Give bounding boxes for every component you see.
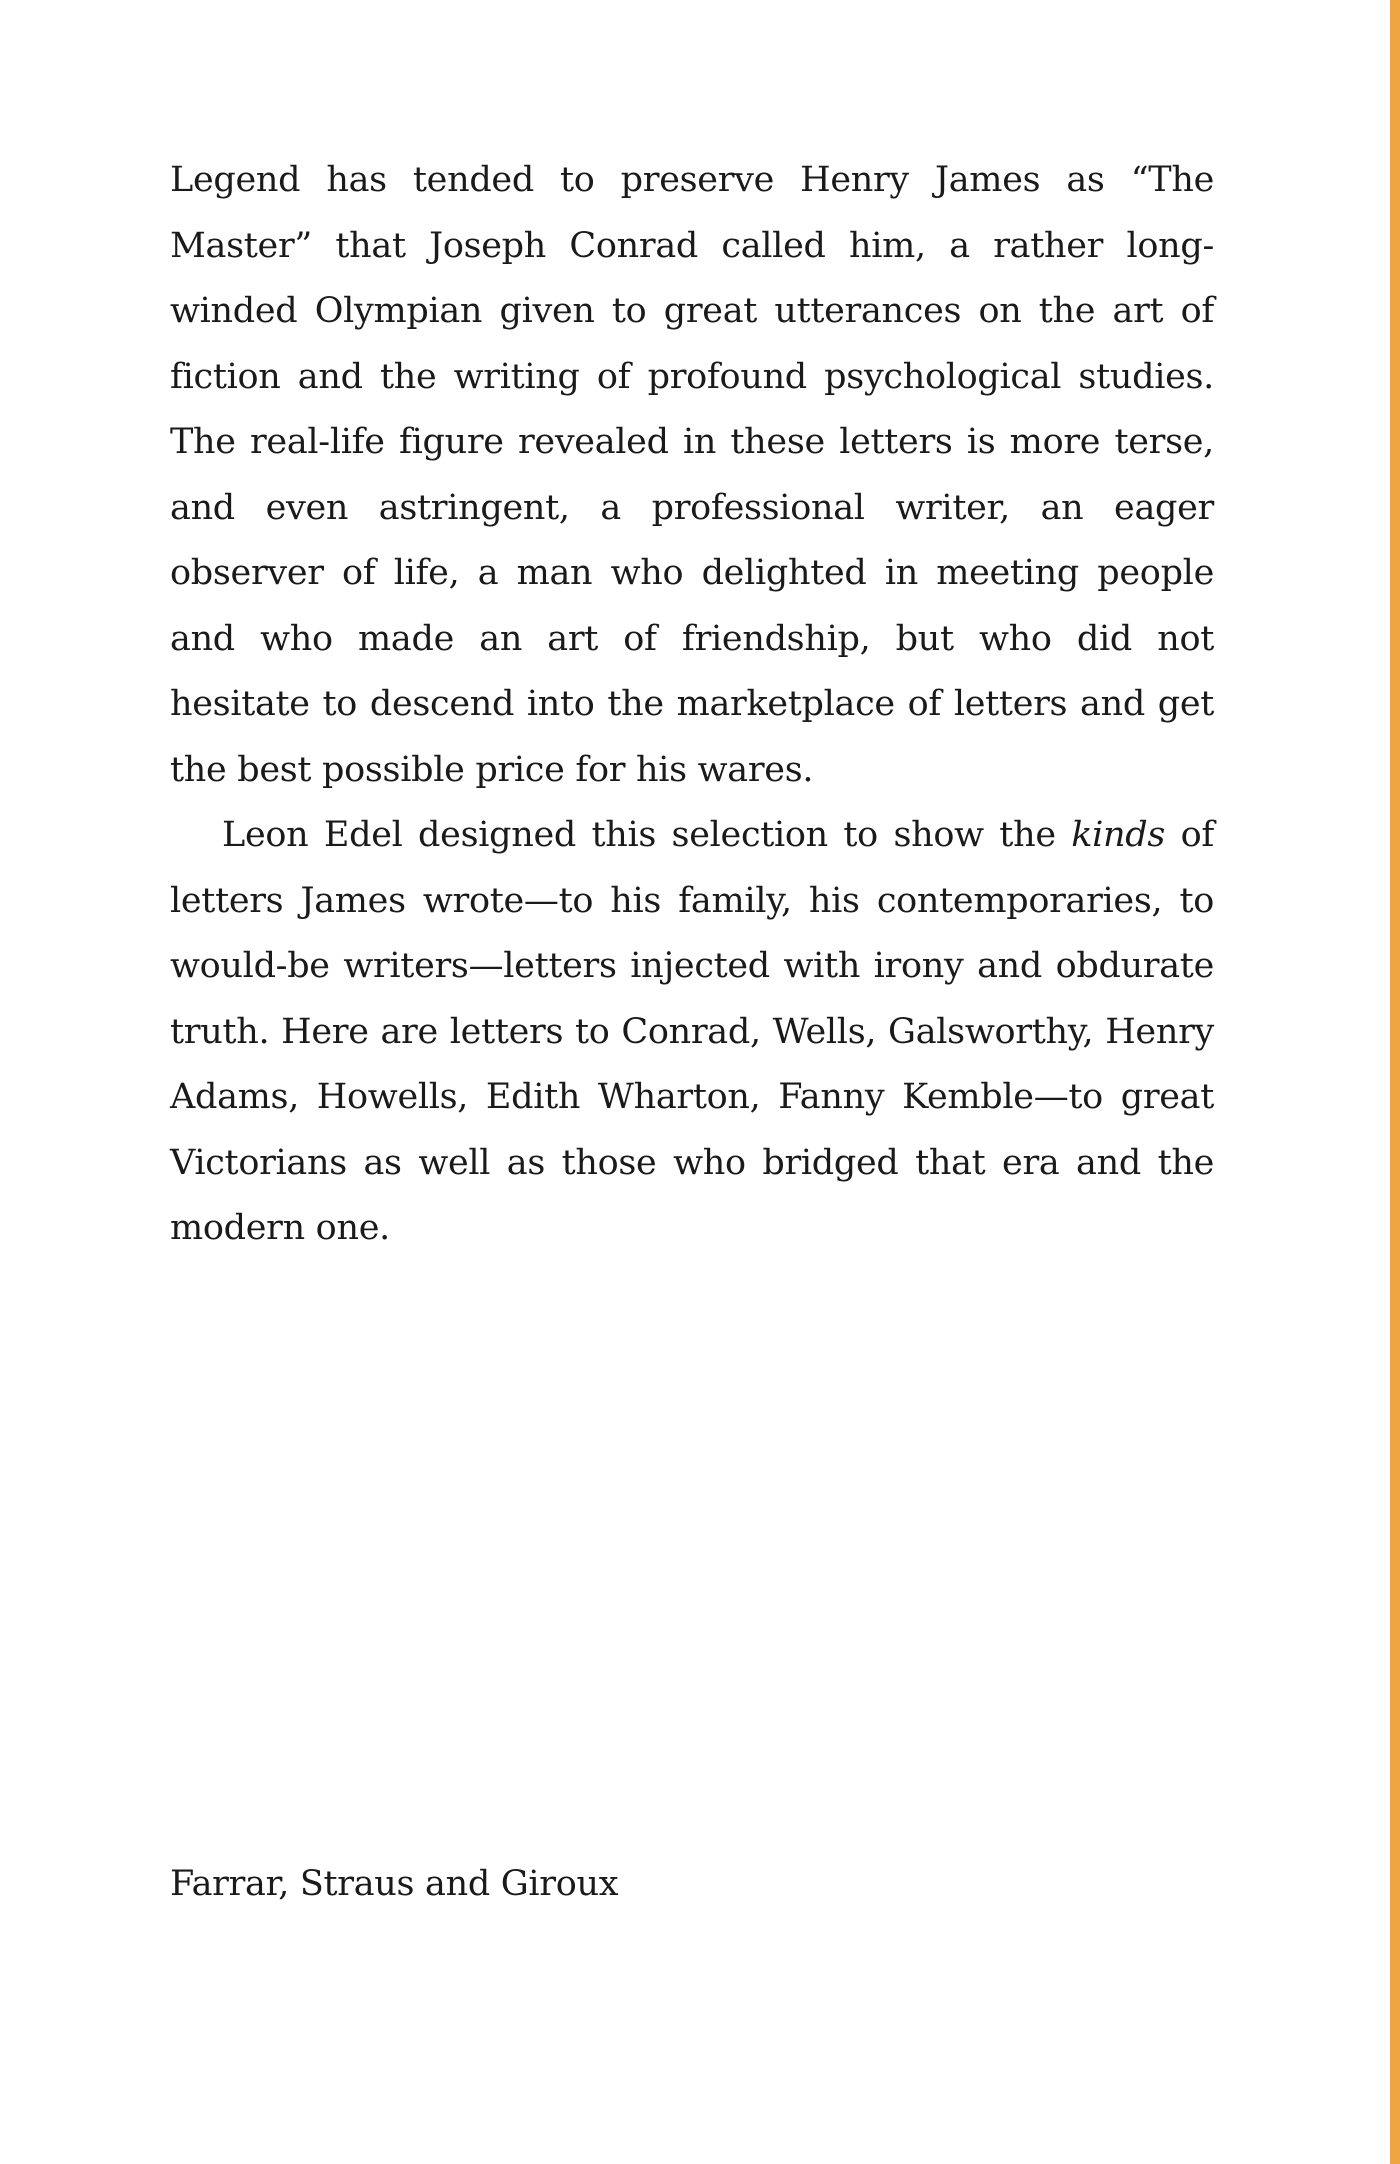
blurb-emphasis-kinds: kinds xyxy=(1071,815,1166,855)
blurb-paragraph-2-start: Leon Edel designed this selection to show the xyxy=(222,815,1072,855)
blurb-paragraph-2-end: of letters James wrote—to his family, his contemporaries, to would-be writers—letters injected with irony and obdurate truth. Here are letters to Conrad, Wells, Galsworthy, Henry Adams, Howells, Edith Wharton, Fanny Kemble—to great Victorians as well as those who bridged that era and the modern one. xyxy=(170,815,1214,1248)
cover-edge-stripe xyxy=(1390,0,1400,2164)
blurb-paragraph-1: Legend has tended to preserve Henry James as “The Master” that Joseph Conrad called him, a rather long-winded Olympian given to great utterances on the art of fiction and the writing of profound psychological studies. The real-life figure revealed in these letters is more terse, and even astringent, a professional writer, an eager observer of life, a man who delighted in meeting people and who made an art of friendship, but who did not hesitate to descend into the marketplace of letters and get the best possible price for his wares. xyxy=(170,160,1214,790)
publisher-name: Farrar, Straus and Giroux xyxy=(170,1864,619,1904)
cover-blurb xyxy=(170,148,1214,1262)
blurb-paragraph-2 xyxy=(170,803,1214,1262)
